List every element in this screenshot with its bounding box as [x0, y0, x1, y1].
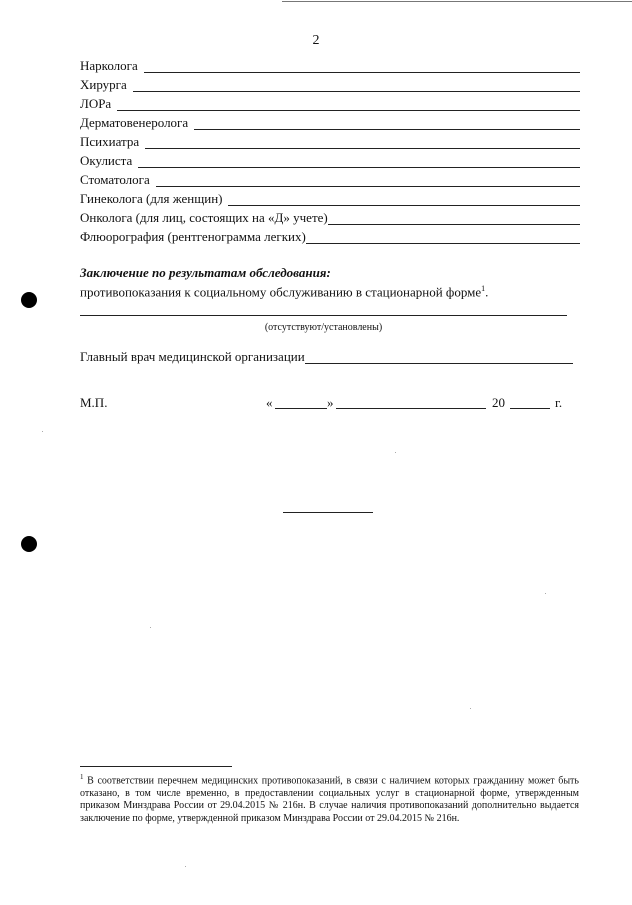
fill-line[interactable] — [194, 118, 580, 130]
conclusion-fill-line[interactable] — [80, 315, 567, 316]
field-gynecologist — [80, 188, 580, 206]
field-label: Психиатра — [80, 134, 140, 149]
scan-speck — [150, 627, 151, 628]
field-chief-doctor — [80, 346, 573, 364]
field-label: Главный врач медицинской организации — [80, 349, 305, 364]
field-label: Окулиста — [80, 153, 133, 168]
field-label: Дерматовенеролога — [80, 115, 189, 130]
scan-speck — [545, 593, 546, 594]
fill-line[interactable] — [306, 232, 580, 244]
scan-speck — [185, 866, 186, 867]
punch-hole — [21, 292, 37, 308]
field-label: Стоматолога — [80, 172, 150, 187]
footnote-text: В соответствии перечнем медицинских противопоказаний, в связи с наличием которых гражданину может быть отказано, в том числе временно, в предоставлении социальных услуг в стационарной форме, утвержденным приказом Минздрава России от 29.04.2015 № 216н. В случае наличия противопоказаний дополнительно выдается заключение по форме, утвержденной приказом Минздрава России от 29.04.2015 № 216н. — [80, 775, 579, 824]
fill-line[interactable] — [156, 175, 580, 187]
date-close-quote: » — [327, 395, 334, 410]
fill-line[interactable] — [144, 61, 580, 73]
fill-line[interactable] — [145, 137, 580, 149]
year-line[interactable] — [510, 395, 550, 409]
field-ophthalmologist — [80, 150, 580, 168]
field-psychiatrist — [80, 131, 580, 149]
top-edge-rule — [282, 1, 632, 2]
punch-hole — [21, 536, 37, 552]
fill-line[interactable] — [133, 80, 580, 92]
field-narcologist — [80, 55, 580, 73]
field-surgeon — [80, 74, 580, 92]
conclusion-title: Заключение по результатам обследования: — [80, 265, 331, 280]
field-label: Хирурга — [80, 77, 127, 92]
scan-speck — [470, 708, 471, 709]
year-suffix: г. — [555, 395, 563, 410]
year-prefix: 20 — [492, 395, 505, 410]
footnote — [80, 771, 579, 825]
field-dentist — [80, 169, 580, 187]
conclusion-text: противопоказания к социальному обслуживанию в стационарной форме$^1$. — [80, 284, 489, 300]
scan-speck — [395, 452, 396, 453]
fill-line[interactable] — [117, 99, 580, 111]
section-divider — [283, 512, 373, 513]
field-label: Нарколога — [80, 58, 138, 73]
footnote-divider — [80, 766, 232, 767]
page-number: 2 — [312, 33, 320, 48]
date-open-quote: « — [266, 395, 273, 410]
footnote-number: 1 — [80, 773, 84, 781]
field-ent — [80, 93, 580, 111]
fill-line[interactable] — [328, 213, 580, 225]
fill-line[interactable] — [138, 156, 580, 168]
field-label: Онколога (для лиц, состоящих на «Д» учете) — [80, 210, 328, 225]
conclusion-body: противопоказания к социальному обслуживанию в стационарной форме — [80, 284, 482, 300]
day-line[interactable] — [275, 395, 327, 409]
fill-line[interactable] — [228, 194, 580, 206]
field-label: ЛОРа — [80, 96, 112, 111]
scan-speck — [42, 431, 43, 432]
field-label: Гинеколога (для женщин) — [80, 191, 223, 206]
field-label: Флюорография (рентгенограмма легких) — [80, 229, 306, 244]
footnote-mark: 1 — [481, 284, 486, 293]
field-oncologist — [80, 207, 580, 225]
field-dermatovenerologist — [80, 112, 580, 130]
field-fluorography — [80, 226, 580, 244]
month-line[interactable] — [336, 395, 486, 409]
stamp-label: М.П. — [80, 395, 108, 410]
conclusion-caption: (отсутствуют/установлены) — [264, 322, 383, 333]
signature-line[interactable] — [305, 352, 573, 364]
